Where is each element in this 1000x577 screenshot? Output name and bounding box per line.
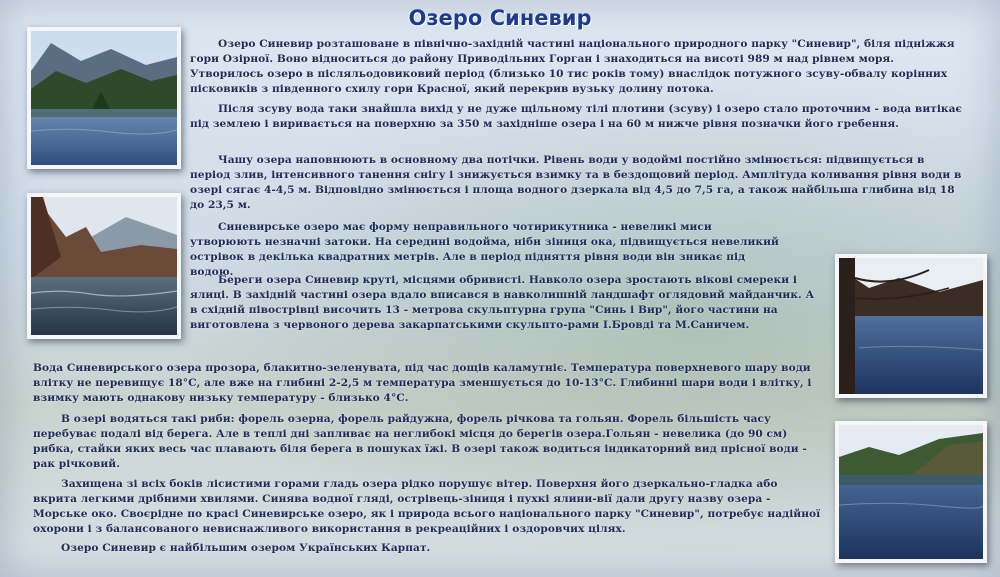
paragraph-location: Озеро Синевир розташоване в північно-західній частині національного природного парку "Синевир", біля підніжжя гори Озірної. Воно відноситься до району Приводільних Горган і знаходиться на висоті 989 м над рівнем моря. Утворилось озеро в післяльодовиковий період (близько 10 тис років тому) внаслідок потужного зсуву-обвалу корінних пісковиків з південного схилу гори Красної, який перекрив вузьку долину потока. — [190, 38, 955, 95]
paragraph-conclusion: Озеро Синевир є найбільшим озером Українських Карпат. — [61, 542, 431, 554]
paragraph-fish: В озері водяться такі риби: форель озерна, форель райдужна, форель річкова та гольян. Форель більшість часу перебуває подалі від берега. Але в теплі дні запливає на неглибокі місця до берегів озера.Гольян - невелика (до 90 см) рибка, стайки яких весь час плавають біля берега в пошуках їжі. В озері також водиться індикаторний вид прісної води - рак річковий. — [33, 413, 807, 470]
lake-photo-shore-tree — [835, 254, 987, 398]
paragraph-shape: Синевирське озеро має форму неправильного чотирикутника - невеликі миси утворюють незначні затоки. На середині водойма, ніби зіниця ока, підвищується невеликий острівок в декілька квадратних метрів. Але в період підняття рівня води він зникає під водою. — [190, 221, 779, 278]
lake-photo-autumn — [27, 193, 181, 339]
paragraph-water-level: Чашу озера наповнюють в основному два потічки. Рівень води у водоймі постійно змінюється: підвищується в період злив, інтенсивного танення снігу і знижується взимку та в бездощовий період. Амплітуда коливання рівня води в озері сягає 4-4,5 м. Відповідно змінюється і площа водного дзеркала від 4,5 до 7,5 га, а також найбільша глибина від 18 до 23,5 м. — [190, 154, 962, 211]
lake-photo-forest-hills — [835, 421, 987, 563]
paragraph-protection: Захищена зі всіх боків лісистими горами гладь озера рідко порушує вітер. Поверхня його дзеркально-гладка або вкрита легкими дрібними хвилями. Синява водної гляді, острівець-зіниця і пухкі ялини-вії дали другу назву озера - Морське око. Своєрідне по красі Синевирське озеро, як і природа всього національного парку "Синевир", потребує надійної охорони і з балансованого невиснажливого використання в рекреаційних і оздоровчих цілях. — [33, 478, 821, 535]
paragraph-outflow: Після зсуву вода таки знайшла вихід у не дуже щільному тілі плотини (зсуву) і озеро стало проточним - вода витікає під землею і виривається на поверхню за 350 м західніше озера і на 60 м нижче рівня позначки його гребення. — [190, 103, 963, 130]
paragraph-temperature: Вода Синевирського озера прозора, блакитно-зеленувата, під час дощів каламутніє. Температура поверхневого шару води влітку не перевищує 18°С, але вже на глибині 2-2,5 м температура зменшується до 10-13°С. Глибинні шари води і влітку, і взимку мають однакову низьку температуру - близько 4°С. — [33, 362, 812, 404]
lake-photo-mountains — [27, 27, 181, 169]
page-title: Озеро Синевир — [408, 6, 592, 30]
paragraph-shores: Береги озера Синевир круті, місцями обривисті. Навколо озера зростають вікові смереки і ялиці. В західній частині озера вдало вписався в навколишній ландшафт оглядовий майданчик. А в східній півострівці височить 13 - метрова скульптурна група "Синь і Вир", його частини на виготовлена з червоного дерева закарпатськими скульпто-рами І.Бровді та М.Саничем. — [190, 274, 815, 331]
